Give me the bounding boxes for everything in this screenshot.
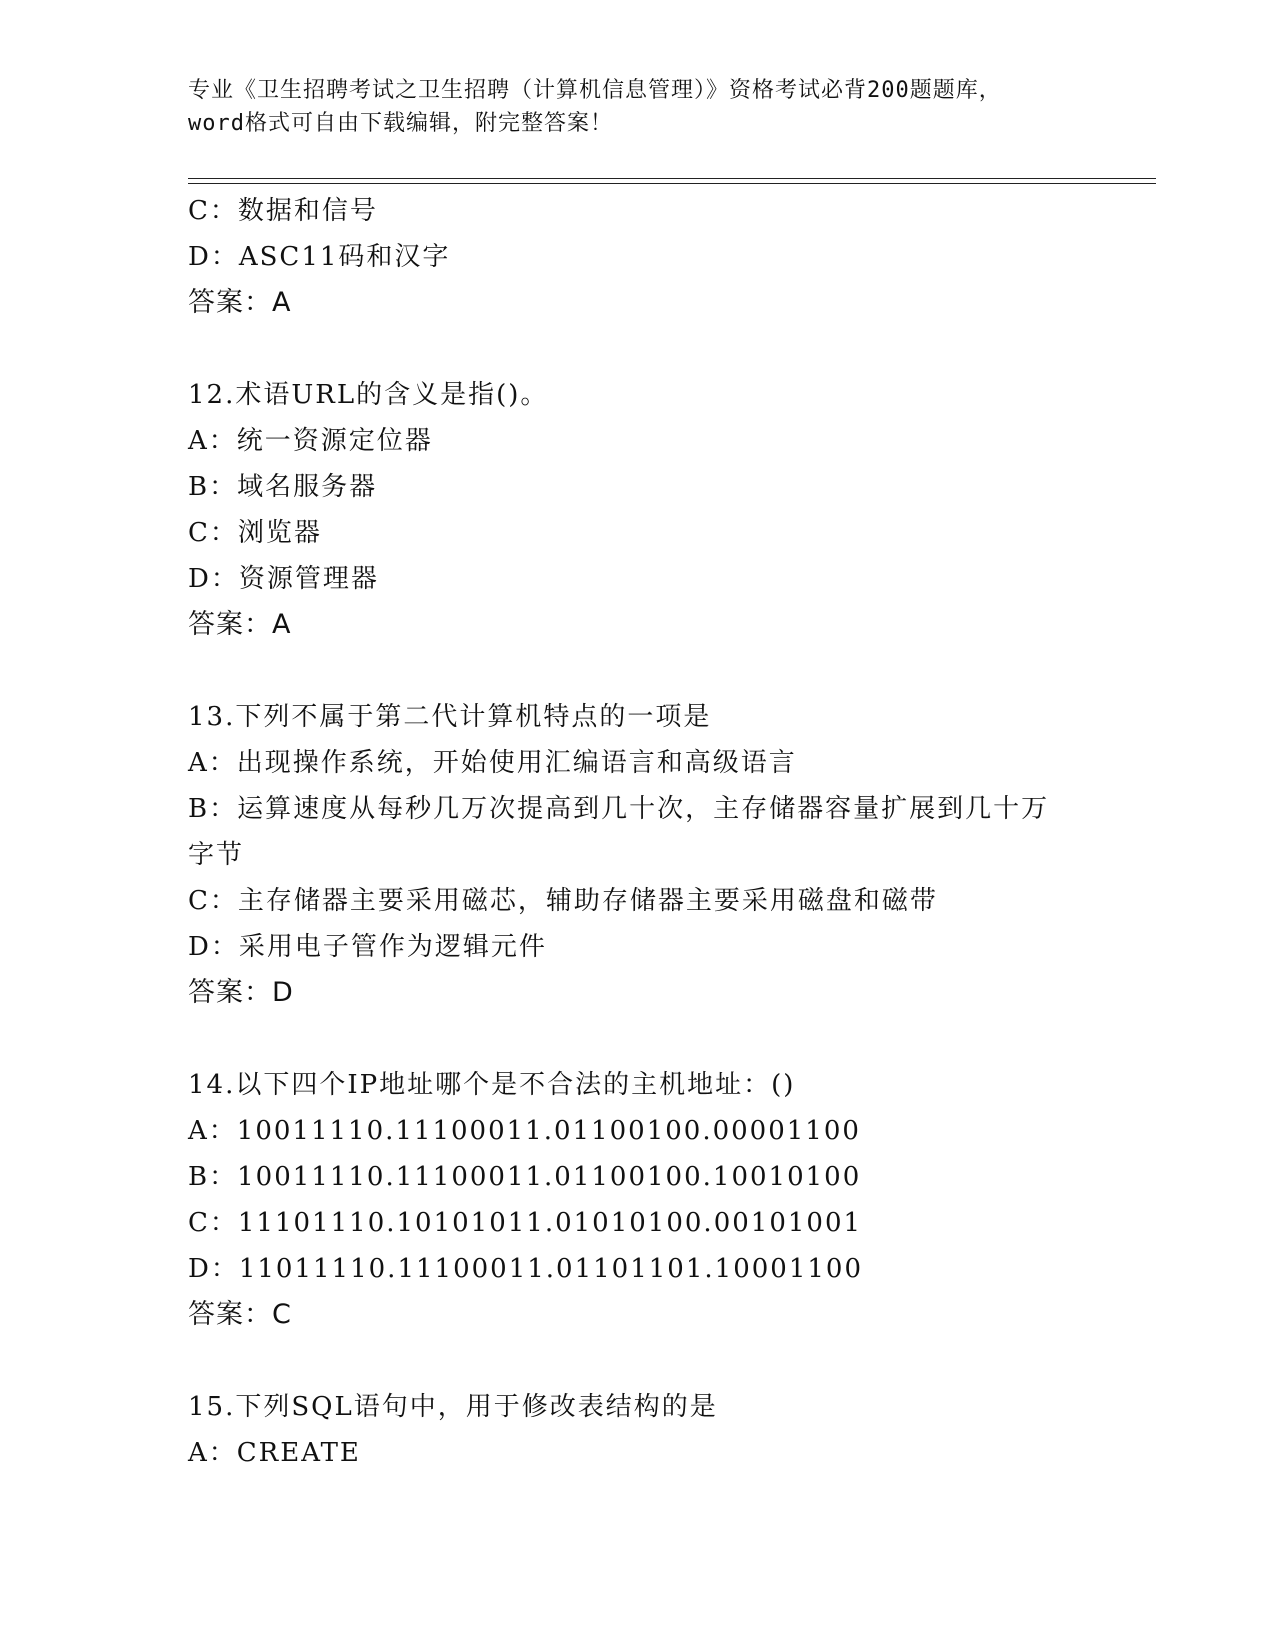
option-c: C：11101110.10101011.01010100.00101001 <box>188 1208 863 1238</box>
question-block-14 <box>188 1062 1088 1338</box>
question-block-12 <box>188 372 1088 648</box>
option-a: A：出现操作系统，开始使用汇编语言和高级语言 <box>188 748 797 778</box>
option-d: D：采用电子管作为逻辑元件 <box>188 932 547 962</box>
question-block-13 <box>188 694 1088 1016</box>
option-d: D：11011110.11100011.01101101.10001100 <box>188 1254 863 1284</box>
question-block-11 <box>188 188 1088 326</box>
header-title-line-1: 专业《卫生招聘考试之卫生招聘（计算机信息管理）》资格考试必背200题题库， <box>188 78 1002 103</box>
header-title-line-2: word格式可自由下载编辑，附完整答案！ <box>188 111 613 136</box>
question-text: 12.术语URL的含义是指()。 <box>188 380 549 410</box>
option-d: D：资源管理器 <box>188 564 379 594</box>
option-a: A：10011110.11100011.01100100.00001100 <box>188 1116 861 1146</box>
option-a: A：CREATE <box>188 1438 361 1468</box>
option-c: C：主存储器主要采用磁芯，辅助存储器主要采用磁盘和磁带 <box>188 886 938 916</box>
header-divider-top <box>188 178 1156 179</box>
option-b: B：运算速度从每秒几万次提高到几十次，主存储器容量扩展到几十万 <box>188 794 1050 824</box>
option-b: B：域名服务器 <box>188 472 378 502</box>
option-a: A：统一资源定位器 <box>188 426 433 456</box>
answer-line: 答案：A <box>188 287 292 318</box>
question-text: 14.以下四个IP地址哪个是不合法的主机地址：() <box>188 1070 796 1100</box>
header-divider-bottom <box>188 183 1156 184</box>
answer-line: 答案：A <box>188 609 292 640</box>
question-text: 13.下列不属于第二代计算机特点的一项是 <box>188 702 712 732</box>
answer-line: 答案：D <box>188 977 294 1008</box>
block-spacer <box>188 1338 1088 1384</box>
option-c: C：浏览器 <box>188 518 322 548</box>
option-b-continuation: 字节 <box>188 840 245 870</box>
block-spacer <box>188 326 1088 372</box>
option-c: C：数据和信号 <box>188 196 378 226</box>
option-b: B：10011110.11100011.01100100.10010100 <box>188 1162 862 1192</box>
question-text: 15.下列SQL语句中，用于修改表结构的是 <box>188 1392 718 1422</box>
block-spacer <box>188 1016 1088 1062</box>
question-block-15 <box>188 1384 1088 1476</box>
block-spacer <box>188 648 1088 694</box>
option-d: D：ASC11码和汉字 <box>188 242 451 272</box>
answer-line: 答案：C <box>188 1299 292 1330</box>
document-header <box>188 74 1088 140</box>
question-list <box>188 188 1088 1476</box>
